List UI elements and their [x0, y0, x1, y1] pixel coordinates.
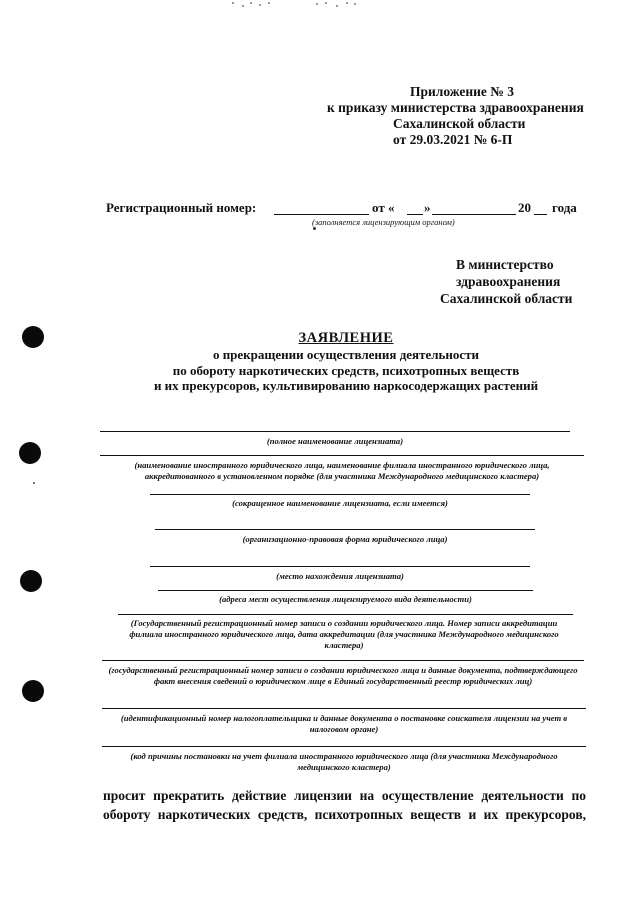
field-foreign-entity-name-line[interactable] — [100, 455, 584, 456]
appendix-line: к приказу министерства здравоохранения — [327, 100, 584, 115]
registration-number-blank[interactable] — [274, 214, 369, 215]
appendix-header — [322, 84, 592, 148]
field-kpp-line[interactable] — [102, 746, 586, 747]
field-caption: (идентификационный номер налогоплательщика и данные документа о постановке соискателя лицензии на учет в налоговом органе) — [120, 713, 568, 734]
field-caption: (код причины постановки на учет филиала иностранного юридического лица (для участника Международного медицинского кластера) — [130, 751, 558, 772]
document-title-block — [96, 330, 596, 394]
registration-date-quote: » — [424, 200, 431, 215]
registration-label: Регистрационный номер: — [106, 200, 257, 215]
registration-year-suffix: года — [552, 200, 577, 215]
registration-year-blank[interactable] — [534, 214, 547, 215]
field-caption: (место нахождения лицензиата) — [276, 571, 404, 581]
addressee-block — [436, 256, 596, 307]
hole-punch — [20, 570, 42, 592]
field-caption: (полное наименование лицензиата) — [266, 436, 404, 446]
hole-punch — [19, 442, 41, 464]
document-subtitle-line: о прекращении осуществления деятельности — [212, 347, 480, 362]
addressee-line: Сахалинской области — [440, 291, 573, 306]
addressee-line: здравоохранения — [456, 274, 561, 289]
registration-year-prefix: 20 — [518, 200, 531, 215]
body-line: обороту наркотических средств, психотропных веществ и их прекурсоров, — [103, 807, 586, 822]
field-caption: (организационно-правовая форма юридического лица) — [242, 534, 448, 544]
hole-punch — [22, 326, 44, 348]
field-egrul-record-line[interactable] — [102, 660, 584, 661]
document-subtitle-line: по обороту наркотических средств, психотропных веществ — [172, 362, 520, 378]
field-caption: (адреса мест осуществления лицензируемого вида деятельности) — [219, 594, 472, 604]
registration-month-blank[interactable] — [432, 214, 516, 215]
scan-speck — [313, 227, 316, 230]
field-caption: (государственный регистрационный номер записи о создании юридического лица и данные документа, подтверждающего факт внесения сведений о юридическом лице в Единый государственный реестр юридических лиц) — [108, 665, 578, 686]
registration-number-line — [106, 200, 586, 216]
field-short-name-line[interactable] — [150, 494, 530, 495]
body-line: просит прекратить действие лицензии на осуществление деятельности по — [103, 788, 586, 803]
field-inn-line[interactable] — [102, 708, 586, 709]
field-caption: (наименование иностранного юридического лица, наименование филиала иностранного юридического лица, аккредитованного в установленном порядке (для участника Международного медицинского кластера) — [134, 460, 550, 481]
scan-artifact — [228, 0, 378, 10]
body-paragraph — [103, 786, 586, 824]
document-subtitle-line: и их прекурсоров, культивированию наркосодержащих растений — [153, 378, 539, 393]
document-title: ЗАЯВЛЕНИЕ — [298, 330, 394, 346]
field-full-name-line[interactable] — [100, 431, 570, 432]
appendix-line: Приложение № 3 — [410, 84, 514, 99]
appendix-line: Сахалинской области — [393, 116, 526, 131]
field-legal-form-line[interactable] — [155, 529, 535, 530]
field-caption: (сокращенное наименование лицензиата, если имеется) — [232, 498, 448, 508]
scan-speck — [33, 482, 35, 484]
registration-date-prefix: от « — [372, 200, 395, 215]
registration-caption: (заполняется лицензирующим органом) — [312, 217, 455, 227]
field-activity-addresses-line[interactable] — [158, 590, 533, 591]
registration-day-blank[interactable] — [407, 214, 423, 215]
field-state-registration-number-line[interactable] — [118, 614, 573, 615]
field-location-line[interactable] — [150, 566, 530, 567]
hole-punch — [22, 680, 44, 702]
addressee-line: В министерство — [456, 257, 554, 272]
field-caption: (Государственный регистрационный номер записи о создании юридического лица. Номер записи аккредитации филиала иностранного юридического лица, дата аккредитации (для участника Международного медицинского кластера) — [129, 618, 559, 650]
appendix-line: от 29.03.2021 № 6-П — [393, 132, 513, 147]
